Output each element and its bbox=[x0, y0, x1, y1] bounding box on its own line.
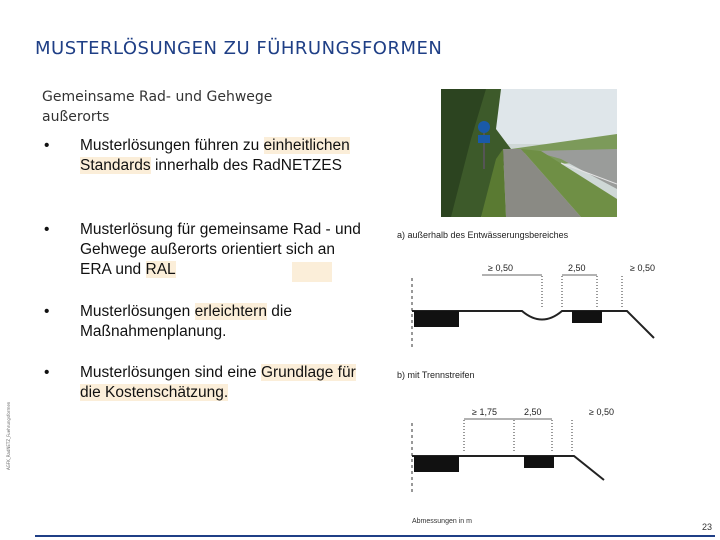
bullet-text: Musterlösungen führen zu einheitlichen Standards innerhalb des RadNETZES bbox=[80, 137, 350, 174]
bullet-marker: • bbox=[44, 221, 50, 238]
units-note: Abmessungen in m bbox=[412, 518, 472, 525]
bullet-text: Musterlösungen sind eine Grundlage für die Kostenschätzung. bbox=[80, 364, 356, 401]
svg-text:≥ 0,50: ≥ 0,50 bbox=[488, 263, 513, 273]
svg-text:≥ 1,75: ≥ 1,75 bbox=[472, 407, 497, 417]
svg-text:≥ 0,50: ≥ 0,50 bbox=[589, 407, 614, 417]
footer-line bbox=[35, 535, 715, 537]
bullet-text: Musterlösung für gemeinsame Rad - und Gehwege außerorts orientiert sich an ERA und RAL bbox=[80, 221, 361, 278]
bullet-marker: • bbox=[44, 137, 50, 154]
bullet-text: Musterlösungen erleichtern die Maßnahmenplanung. bbox=[80, 303, 292, 340]
svg-text:≥ 0,50: ≥ 0,50 bbox=[630, 263, 655, 273]
highlight: RAL bbox=[145, 261, 176, 278]
page-number: 23 bbox=[701, 522, 712, 532]
bullet-marker: • bbox=[44, 303, 50, 320]
bullet-marker: • bbox=[44, 364, 50, 381]
highlight: einheitlichen Standards bbox=[80, 137, 350, 174]
cross-section-diagram bbox=[392, 218, 692, 528]
svg-text:2,50: 2,50 bbox=[568, 263, 586, 273]
highlight: Grundlage für die Kostenschätzung. bbox=[80, 364, 356, 401]
traffic-sign-icon bbox=[478, 121, 490, 133]
road-photo bbox=[441, 89, 617, 217]
road-photo-image bbox=[441, 89, 617, 217]
diagram-b-label: b) mit Trennstreifen bbox=[397, 370, 475, 380]
diagram-a-label: a) außerhalb des Entwässerungsbereiches bbox=[397, 230, 569, 240]
svg-text:2,50: 2,50 bbox=[524, 407, 542, 417]
section-subtitle: Gemeinsame Rad- und Gehwege außerorts bbox=[42, 89, 273, 125]
page-title: MUSTERLÖSUNGEN ZU FÜHRUNGSFORMEN bbox=[35, 38, 443, 59]
highlight-box bbox=[292, 262, 332, 282]
highlight: erleichtern bbox=[194, 303, 267, 320]
side-note: AGFK_RadNETZ_Fuehrungsformen bbox=[6, 401, 11, 470]
